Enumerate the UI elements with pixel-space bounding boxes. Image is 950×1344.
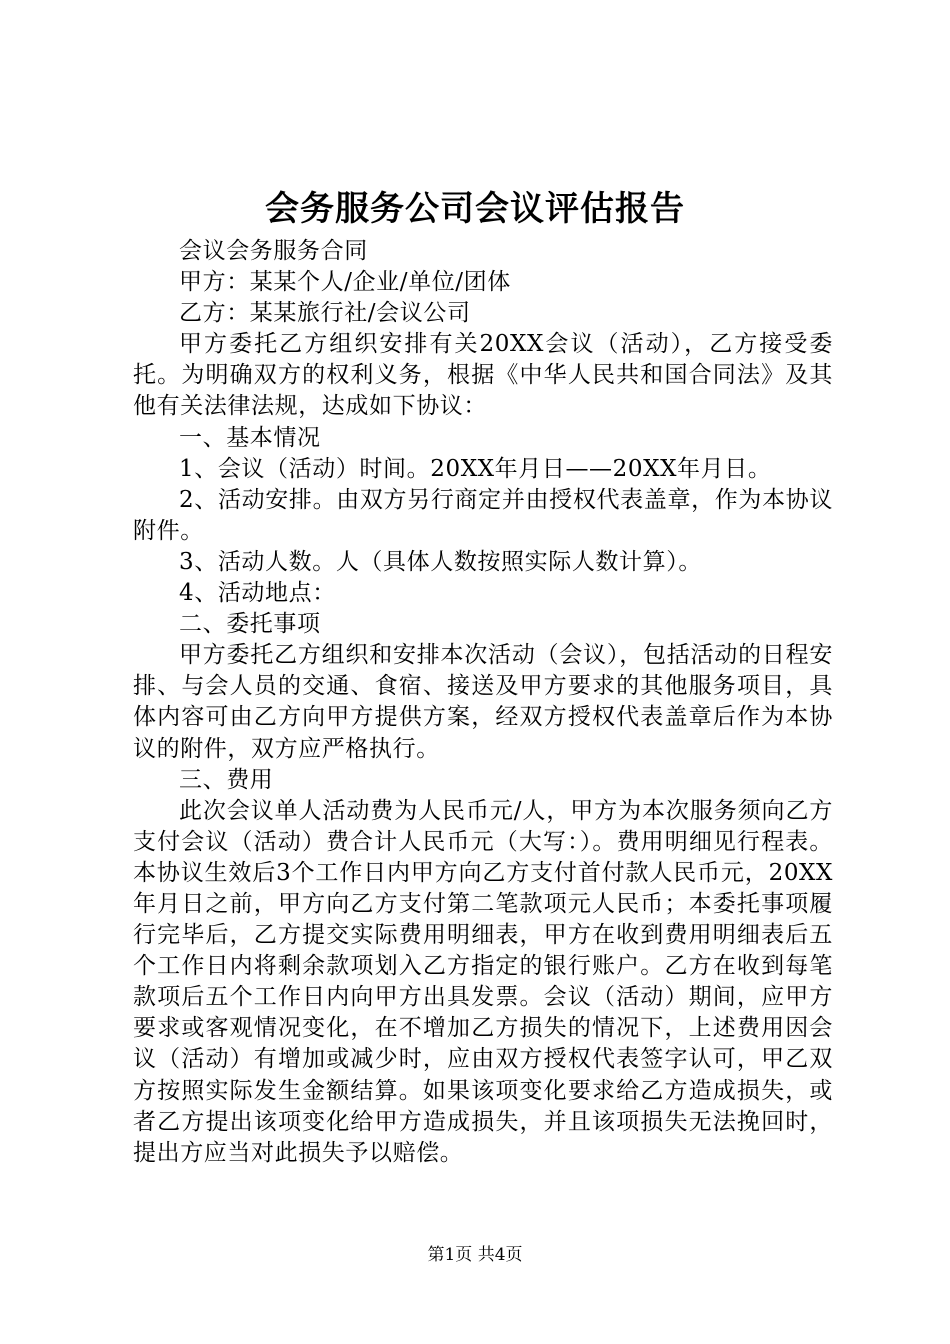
paragraph-item-3: 3、活动人数。人（具体人数按照实际人数计算）。 [179, 548, 702, 575]
section-heading-basic-info: 一、基本情况 [179, 424, 321, 451]
page-number: 第1页 共4页 [427, 1245, 523, 1265]
paragraph-item-2: 2、活动安排。由双方另行商定并由授权代表盖章，作为本协议附件。 [133, 486, 833, 544]
section-heading-fees: 三、费用 [179, 766, 274, 793]
paragraph-item-4: 4、活动地点： [179, 580, 336, 607]
document-title: 会务服务公司会议评估报告 [265, 189, 685, 229]
paragraph-party-b: 乙方：某某旅行社/会议公司 [179, 300, 471, 327]
paragraph-party-a: 甲方：某某个人/企业/单位/团体 [179, 269, 511, 296]
paragraph-entrusted-matters: 甲方委托乙方组织和安排本次活动（会议），包括活动的日程安排、与会人员的交通、食宿、接送及甲方要求的其他服务项目，具体内容可由乙方向甲方提供方案，经双方授权代表盖章后作为本协议的附件，双方应严格执行。 [133, 642, 833, 762]
paragraph-item-1: 1、会议（活动）时间。20XX年月日——20XX年月日。 [179, 455, 772, 482]
document-body [133, 236, 833, 1169]
paragraph-fees: 此次会议单人活动费为人民币元/人，甲方为本次服务须向乙方支付会议（活动）费合计人民币元（大写：）。费用明细见行程表。本协议生效后3个工作日内甲方向乙方支付首付款人民币元，20XX年月日之前，甲方向乙方支付第二笔款项元人民币；本委托事项履行完毕后，乙方提交实际费用明细表，甲方在收到费用明细表后五个工作日内将剩余款项划入乙方指定的银行账户。乙方在收到每笔款项后五个工作日内向甲方出具发票。会议（活动）期间，应甲方要求或客观情况变化，在不增加乙方损失的情况下，上述费用因会议（活动）有增加或减少时，应由双方授权代表签字认可，甲乙双方按照实际发生金额结算。如果该项变化要求给乙方造成损失，或者乙方提出该项变化给甲方造成损失，并且该项损失无法挽回时，提出方应当对此损失予以赔偿。 [133, 797, 833, 1166]
paragraph-contract-name: 会议会务服务合同 [179, 238, 368, 264]
paragraph-preamble: 甲方委托乙方组织安排有关20XX会议（活动），乙方接受委托。为明确双方的权利义务，根据《中华人民共和国合同法》及其他有关法律法规，达成如下协议： [133, 331, 833, 420]
section-heading-entrusted-matters: 二、委托事项 [179, 611, 321, 638]
